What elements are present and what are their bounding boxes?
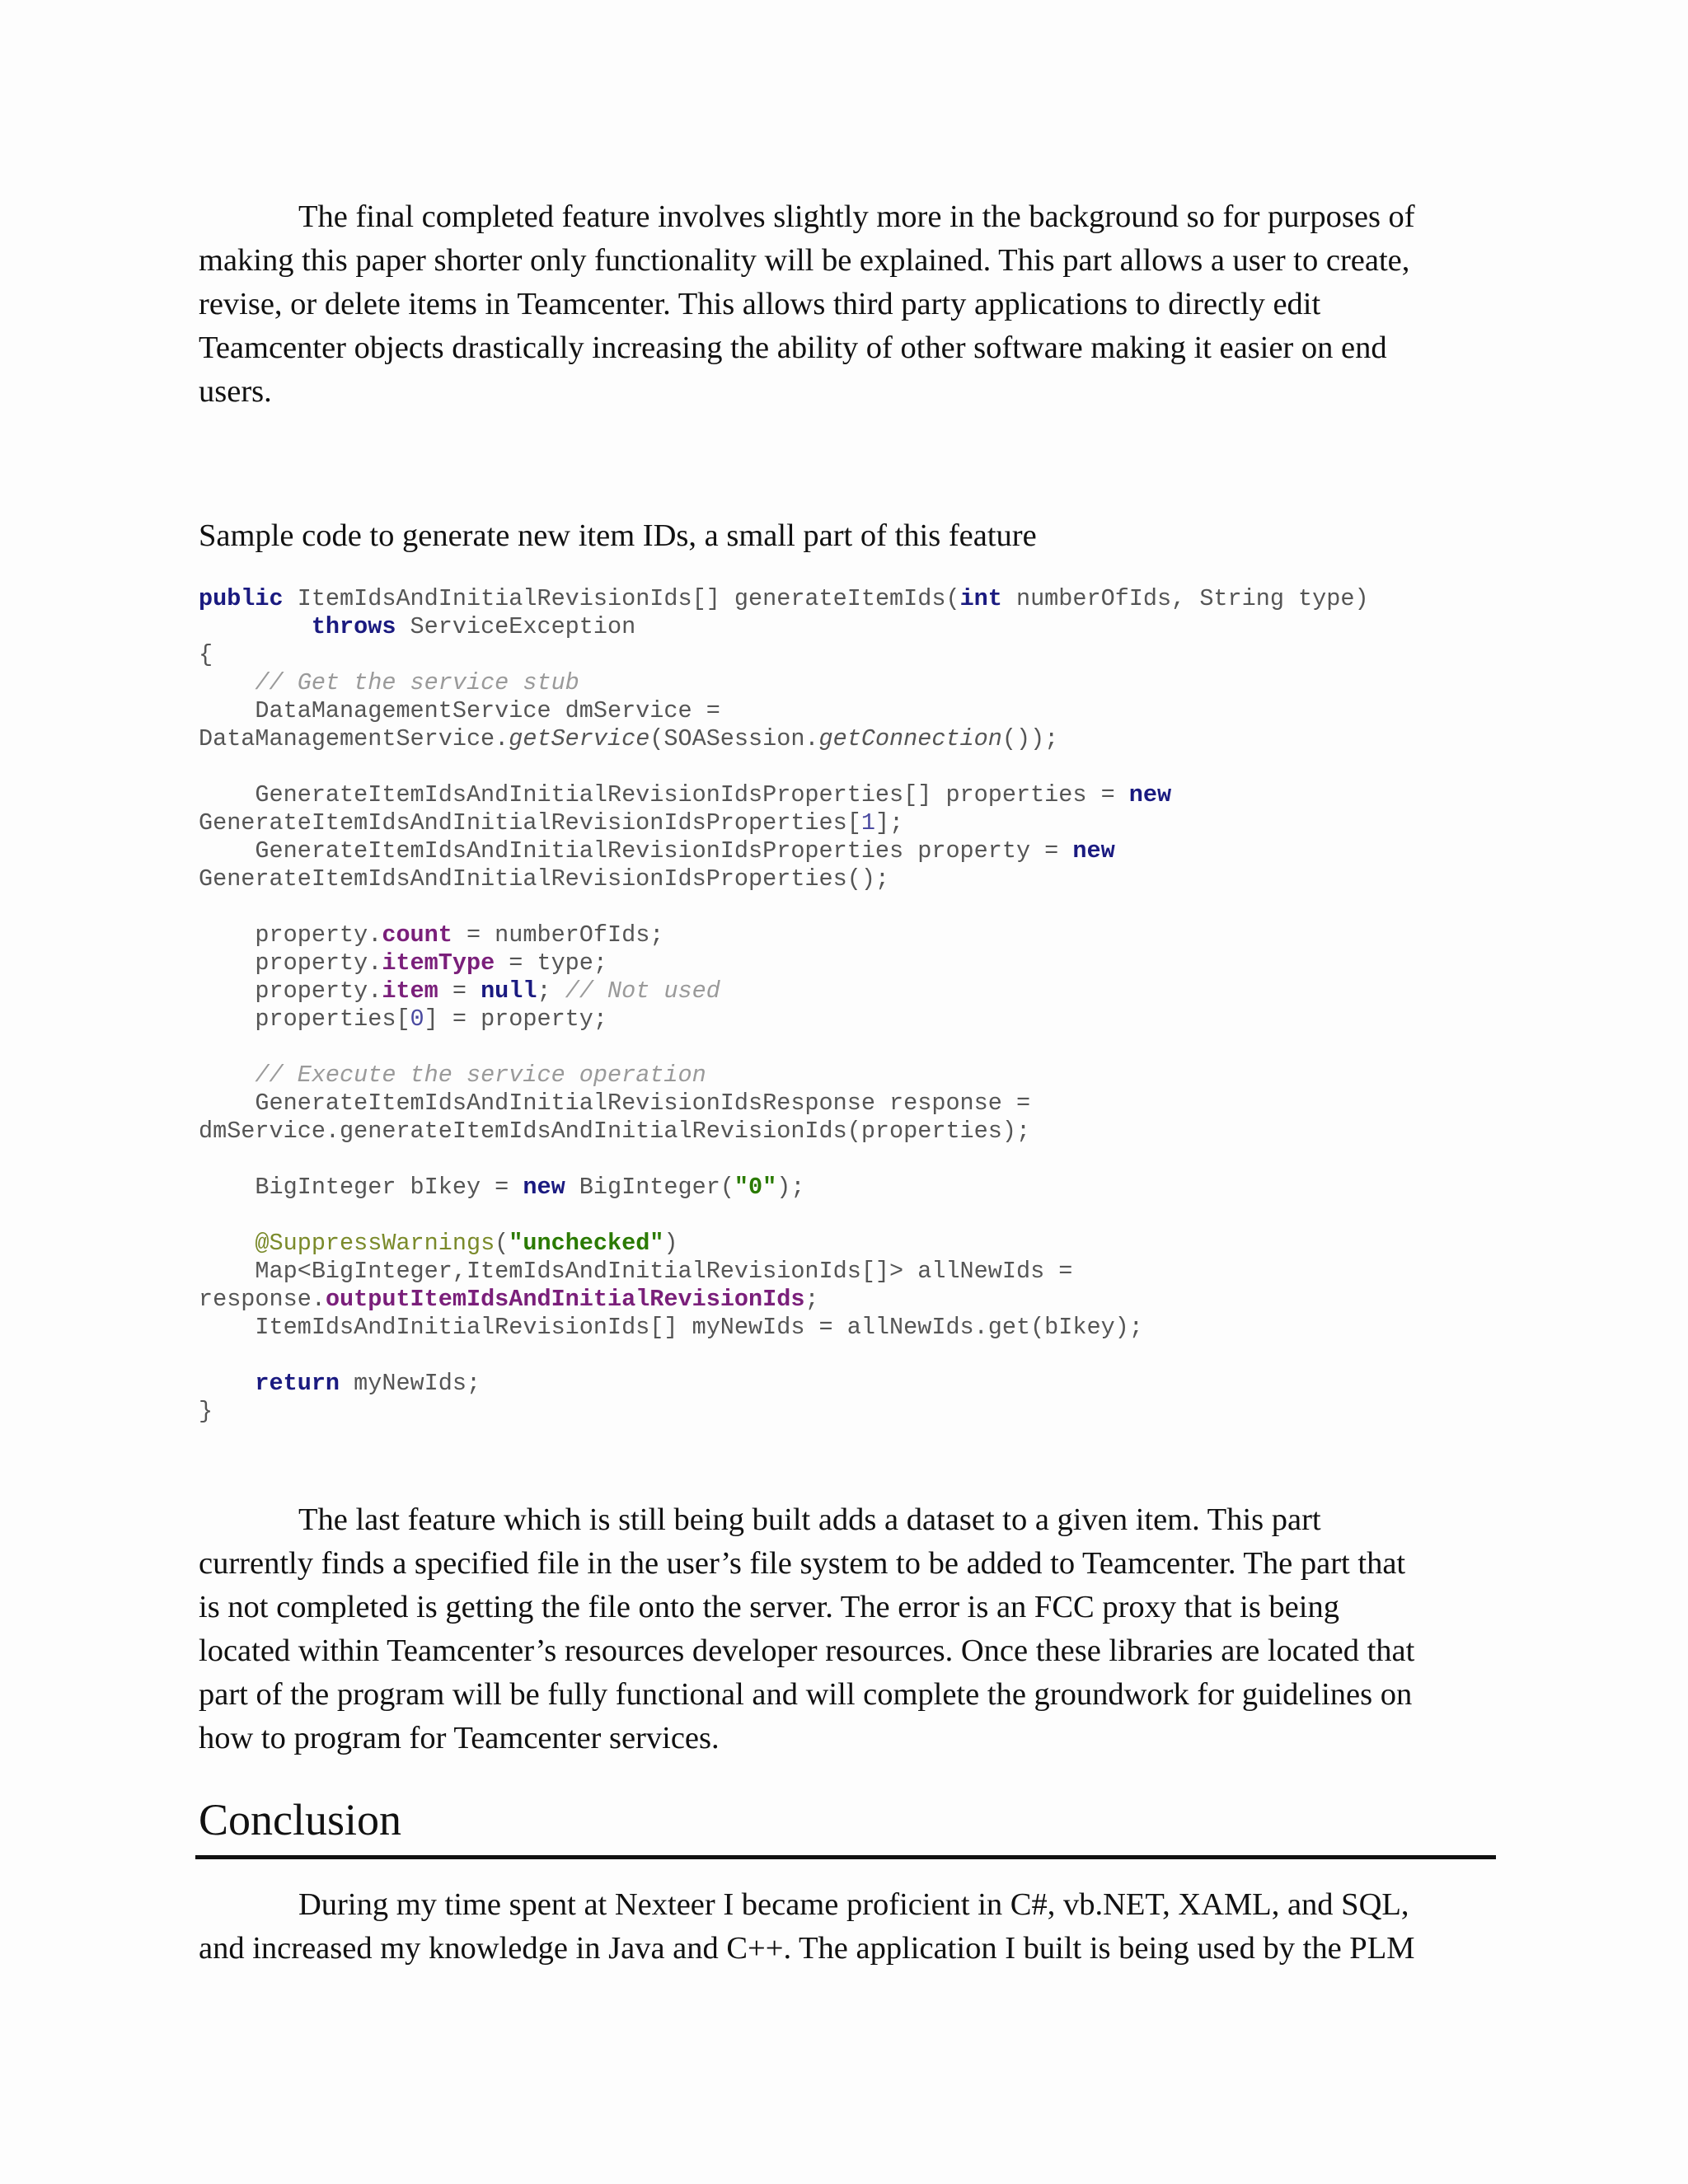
- code-text: BigInteger bIkey =: [199, 1174, 523, 1201]
- code-text: ());: [1001, 725, 1059, 752]
- code-line: [199, 781, 1369, 809]
- code-indent: [199, 613, 312, 640]
- code-string: "0": [734, 1174, 777, 1201]
- text-line: users.: [199, 374, 272, 409]
- section-heading-conclusion: Conclusion: [199, 1795, 402, 1844]
- text-line: revise, or delete items in Teamcenter. This allows third party applications to directly edit: [199, 287, 1321, 321]
- code-line: [199, 949, 1369, 977]
- code-text: (: [495, 1230, 509, 1257]
- code-text: BigInteger(: [565, 1174, 734, 1201]
- code-text: ): [663, 1230, 678, 1257]
- code-text: ;: [804, 1286, 819, 1313]
- code-blank-line: [199, 893, 1369, 921]
- code-keyword: new: [1072, 837, 1115, 865]
- code-text: myNewIds;: [340, 1370, 481, 1397]
- code-line: dmService.generateItemIdsAndInitialRevisionIds(properties);: [199, 1118, 1031, 1145]
- code-line: [199, 977, 1369, 1005]
- code-line: [199, 1230, 1369, 1258]
- code-indent: [199, 669, 255, 696]
- code-text: ];: [874, 809, 904, 837]
- code-indent: [199, 1230, 255, 1257]
- code-text: =: [438, 977, 481, 1005]
- code-keyword: throws: [311, 613, 396, 640]
- code-text: = numberOfIds;: [452, 921, 664, 949]
- code-blank-line: [199, 1342, 1369, 1370]
- code-line: [199, 1370, 1369, 1398]
- code-field: count: [382, 921, 452, 949]
- code-field: item: [382, 977, 438, 1005]
- text-line: making this paper shorter only functionality will be explained. This part allows a user to create,: [199, 243, 1410, 278]
- code-text: property.: [199, 949, 382, 977]
- code-text: (SOASession.: [649, 725, 819, 752]
- code-keyword: new: [1128, 781, 1172, 808]
- code-text: = type;: [495, 949, 607, 977]
- code-line: [199, 1174, 1369, 1202]
- code-line: Map<BigInteger,ItemIdsAndInitialRevisionIds[]> allNewIds =: [199, 1258, 1073, 1285]
- code-line: }: [199, 1398, 213, 1425]
- code-line: [199, 613, 1369, 641]
- text-line: how to program for Teamcenter services.: [199, 1721, 720, 1755]
- code-text: GenerateItemIdsAndInitialRevisionIdsProperties[: [199, 809, 861, 837]
- code-number: 0: [410, 1005, 424, 1033]
- text-line: part of the program will be fully functional and will complete the groundwork for guidelines on: [199, 1677, 1413, 1712]
- code-line: [199, 809, 1369, 837]
- code-line: GenerateItemIdsAndInitialRevisionIdsResponse response =: [199, 1090, 1031, 1117]
- paragraph-dataset-feature: [199, 1498, 1468, 1760]
- code-number: 1: [860, 809, 875, 837]
- code-text: response.: [199, 1286, 326, 1313]
- code-line: [199, 921, 1369, 949]
- code-comment: // Not used: [565, 977, 720, 1005]
- code-blank-line: [199, 1033, 1369, 1062]
- code-text: numberOfIds, String type): [1001, 585, 1369, 612]
- code-field: itemType: [382, 949, 495, 977]
- text-line: is not completed is getting the file onto the server. The error is an FCC proxy that is being: [199, 1590, 1339, 1624]
- code-comment: // Execute the service operation: [255, 1062, 706, 1089]
- code-text: property.: [199, 977, 382, 1005]
- code-line: [199, 585, 1369, 613]
- code-line: [199, 1062, 1369, 1090]
- text-line: During my time spent at Nexteer I became proficient in C#, vb.NET, XAML, and SQL,: [298, 1887, 1409, 1922]
- code-text: property.: [199, 921, 382, 949]
- code-line: ItemIdsAndInitialRevisionIds[] myNewIds = allNewIds.get(bIkey);: [199, 1314, 1143, 1341]
- code-keyword: int: [959, 585, 1002, 612]
- code-line: GenerateItemIdsAndInitialRevisionIdsProperties();: [199, 865, 890, 893]
- paragraph-feature-description: [199, 195, 1468, 414]
- text-line: The final completed feature involves slightly more in the background so for purposes of: [298, 199, 1415, 234]
- code-text: );: [776, 1174, 805, 1201]
- code-annotation: @SuppressWarnings: [255, 1230, 495, 1257]
- code-field: outputItemIdsAndInitialRevisionIds: [325, 1286, 805, 1313]
- code-block: [199, 585, 1369, 1426]
- code-text: GenerateItemIdsAndInitialRevisionIdsProperties[] properties =: [199, 781, 1129, 808]
- code-line: [199, 725, 1369, 753]
- text-line: The last feature which is still being built adds a dataset to a given item. This part: [298, 1502, 1321, 1537]
- heading-divider: [195, 1855, 1496, 1859]
- code-keyword: null: [481, 977, 537, 1005]
- code-text: properties[: [199, 1005, 410, 1033]
- code-text: ;: [537, 977, 565, 1005]
- code-caption: Sample code to generate new item IDs, a small part of this feature: [199, 518, 1037, 553]
- code-method: getService: [509, 725, 650, 752]
- code-text: ] = property;: [424, 1005, 607, 1033]
- code-blank-line: [199, 1202, 1369, 1230]
- code-line: DataManagementService dmService =: [199, 697, 720, 724]
- code-text: GenerateItemIdsAndInitialRevisionIdsProperties property =: [199, 837, 1073, 865]
- code-blank-line: [199, 753, 1369, 781]
- text-line: Teamcenter objects drastically increasing the ability of other software making it easier on end: [199, 330, 1387, 365]
- code-indent: [199, 1370, 255, 1397]
- code-method: getConnection: [818, 725, 1002, 752]
- code-string: "unchecked": [509, 1230, 664, 1257]
- code-blank-line: [199, 1146, 1369, 1174]
- code-indent: [199, 1062, 255, 1089]
- code-line: [199, 669, 1369, 697]
- code-keyword: new: [523, 1174, 565, 1201]
- code-line: [199, 837, 1369, 865]
- code-keyword: return: [255, 1370, 340, 1397]
- code-text: DataManagementService.: [199, 725, 509, 752]
- paragraph-conclusion: [199, 1883, 1468, 1971]
- text-line: and increased my knowledge in Java and C++. The application I built is being used by the PLM: [199, 1931, 1415, 1966]
- code-line: {: [199, 641, 213, 668]
- code-line: [199, 1005, 1369, 1033]
- code-keyword: public: [199, 585, 284, 612]
- code-text: ItemIdsAndInitialRevisionIds[] generateItemIds(: [283, 585, 960, 612]
- code-text: ServiceException: [396, 613, 636, 640]
- text-line: located within Teamcenter’s resources developer resources. Once these libraries are located that: [199, 1633, 1415, 1668]
- text-line: currently finds a specified file in the user’s file system to be added to Teamcenter. The part that: [199, 1546, 1406, 1581]
- code-comment: // Get the service stub: [255, 669, 579, 696]
- code-line: [199, 1286, 1369, 1314]
